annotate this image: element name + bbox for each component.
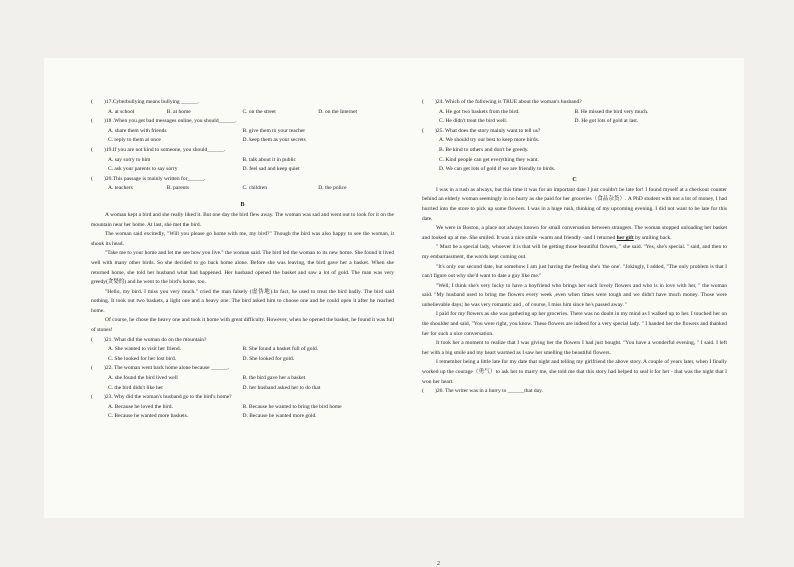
passage-b-paragraph: The woman said excitedly, "Will you please go home with me, my bird?" Though the bird was also happy to see the woman, it shook its head. (91, 231, 394, 247)
question-23-options: A. Because he loved the bird. B. Because he wanted to bring the bird home C. Because he wanted more baskets. D. Because he wanted more gold. (108, 403, 342, 420)
question-25: ( )25. What does the story mainly want to tell us? (422, 127, 541, 134)
question-23: ( )23. Why did the woman's husband go to the bird's home? (91, 394, 232, 401)
passage-c-paragraph: "It's only our second date, but somehow I am just having the feeling she's 'the one'. "Jokingly, I added, "The only problem is that I can't figure out why she'd want to date a guy like me." (422, 263, 727, 280)
passage-c-paragraph: " Must be a special lady, whoever it is that will be getting those beautiful flowers, " she said. "Yes, she's special. " said, and then to my embarrassment, the words kept coming out. (422, 244, 727, 260)
question-25-options: A. We should try our best to keep more birds. B. Be kind to others and don't be greedy. C. Kind people can get everything they want. D. We can get lots of gold if we are friendly to birds. (439, 137, 556, 173)
section-b-heading: B (240, 201, 245, 208)
page-number: 2 (437, 561, 440, 567)
passage-b-paragraph: "Hello, my bird. I miss you very much." cried the man falsely (虚伪地).In fact, he used to treat the bird badly. The bird said nothing. It took out two baskets, a light one and a heavy one. The bird asked him to choose one and he could open it after he reached home. (91, 288, 394, 314)
question-19-options: A. say sorry to him B. talk about it in public C. ask your parents to say sorry D. feel sad and keep quiet (108, 156, 300, 173)
question-17: ( )17.Cyberbullying means bullying ______. (91, 99, 199, 105)
passage-c-paragraph: We were in Boston, a place not always known for small conversation between strangers. The woman stopped unloading her basket and looked up at me. She smiled. It was a nice smile -warm and friendly -and I returned her gift by smiling back. (422, 225, 727, 241)
question-20-options: A. teachers B. parents C. children D. the police (108, 185, 347, 192)
passage-b-paragraph: A woman kept a bird and she really liked it. But one day the bird flew away. The woman was sad and went out to look for it on the mountain near her home. At last, she met the bird. (91, 211, 394, 228)
left-column (91, 98, 394, 422)
right-column (422, 98, 727, 397)
passage-c-paragraph: I was in a rush as always, but this time it was for an important date I just couldn't be late for! I found myself at a checkout counter behind an elderly woman seemingly in no hurry as she paid for her groceries（食品杂货）. A PhD student with not a lot of money, I had hurried into the store to pick up some flowers. I was in a huge rush, thinking of my upcoming evening. I did not want to be late for this date. (422, 186, 727, 222)
passage-c-paragraph: "Well, I think she's very lucky to have a boyfriend who brings her such lovely flowers and who is in love with her, " the woman said. "My husband used to bring me flowers every week ,even when times were tough and we didn't have much money. Those were unbelievable days; he was very romantic and , of course, I miss him since he's passed away. " (422, 282, 727, 308)
passage-c-paragraph: It took her a moment to realize that I was giving her the flowers I had just bought. "You have a wonderful evening, " I said. I left her with a big smile and my heart warmed as I saw her smelling the beautiful flowers. (422, 340, 727, 356)
passage-c-paragraph: I remember being a little late for my date that night and telling my girlfriend the above story. A couple of years later, when I finally worked up the courage（勇气）to ask her to marry me, she told me that this story had helped to seal it for her - that was the night that I won her heart. (422, 359, 727, 385)
question-21-options: A. She wanted to visit her friend. B. She found a basket full of gold. C. She looked for her lost bird. D. She looked for gold. (108, 346, 319, 362)
question-26: ( )26. The writer was in a hurry to ______that day. (422, 388, 543, 395)
question-18-options: A. share them with friends B. give them to your teacher C. reply to them at once D. keep them as your secrets (108, 127, 306, 144)
section-c-heading: C (572, 176, 577, 183)
question-22-options: A. she found the bird lived well B. the bird gave her a basket C. the bird didn't like her D. her husband asked her to do that (108, 375, 321, 391)
question-18: ( )18 .When you get bad messages online, you should______. (91, 118, 237, 125)
passage-c-paragraph: I paid for my flowers as she was gathering up her groceries. There was no doubt in my mind as I walked up to her. I touched her on the shoulder and said, "You were right, you know. These flowers are indeed for a very special lady. " I handed her the flowers and thanked her for such a nice conversation. (422, 311, 727, 337)
passage-b-paragraph: Of course, he chose the heavy one and took it home with great difficulty. However, when he opened the basket, he found it was full of stones! (91, 317, 394, 334)
question-24-options: A. He got two baskets from the bird. B. He missed the bird very much. C. He didn't treat the bird well. D. He got lots of gold at last. (439, 108, 649, 125)
question-17-options: A. at school B. at home C. on the street D. on the Internet (108, 108, 358, 115)
passage-b-paragraph: "Take me to your home and let me see how you live." the woman said. The bird led the woman to its new home. She found it lived well with many other birds. So she decided to go back home alone. Before she was leaving, the bird gave her a basket. When she returned home, she told her husband what had happened. Her husband opened the basket and saw a lot of gold. The man was very greedy(贪婪的) and he went to the bird's home, too. (91, 250, 394, 286)
question-24: ( )24. Which of the following is TRUE about the woman's husband? (422, 99, 582, 105)
exam-page (44, 58, 744, 567)
question-22: ( )22. The woman went back home alone because ______. (91, 365, 229, 372)
underlined-phrase: her gift (616, 234, 634, 241)
question-19: ( )19.If you are not kind to someone, you should______. (91, 146, 226, 153)
question-20: ( )20.This passage is mainly written for______. (91, 175, 206, 182)
question-21: ( )21. What did the woman do on the mountain? (91, 336, 207, 343)
